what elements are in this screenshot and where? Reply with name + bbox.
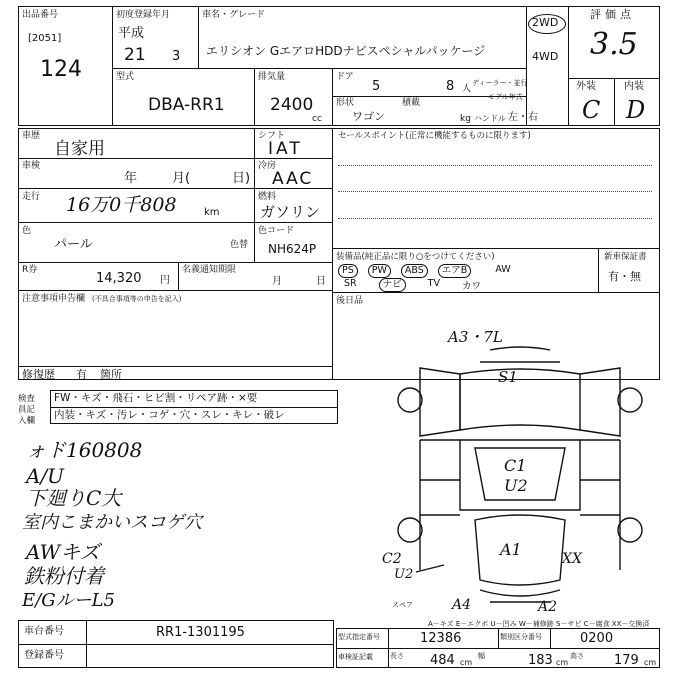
fuel-value: ガソリン bbox=[260, 203, 321, 221]
divider bbox=[18, 644, 334, 645]
model-year-label: モデル年式 bbox=[488, 93, 523, 101]
history-label: 車歴 bbox=[22, 131, 41, 141]
divider bbox=[336, 648, 660, 649]
width-label: 幅 bbox=[478, 652, 485, 660]
mileage-value: 16万0千808 bbox=[66, 194, 177, 216]
divider bbox=[18, 262, 332, 263]
mark-left-rear-1: C2 bbox=[382, 551, 402, 567]
spare-label: スペア bbox=[392, 601, 413, 609]
mark-front: A3・7L bbox=[448, 328, 503, 346]
drive-4wd: 4WD bbox=[532, 50, 559, 63]
width-unit: cm bbox=[556, 658, 569, 667]
height-value: 179 bbox=[614, 653, 639, 668]
interior-label: 内装 bbox=[624, 81, 644, 92]
exterior-grade: C bbox=[582, 96, 601, 124]
width-value: 183 bbox=[528, 653, 553, 668]
divider bbox=[550, 628, 551, 648]
seats-unit: 人 bbox=[462, 84, 472, 94]
equip-ps: PS bbox=[338, 264, 358, 278]
mark-rear: A1 bbox=[500, 540, 522, 559]
equipment-row-2 bbox=[344, 278, 594, 292]
door-value: 5 bbox=[372, 79, 381, 94]
equip-leather: カワ bbox=[461, 281, 481, 292]
reg-no-label: 登録番号 bbox=[24, 650, 64, 661]
inspection-day: 日) bbox=[232, 171, 251, 186]
shift-label: シフト bbox=[258, 131, 286, 141]
shift-value: IAT bbox=[268, 139, 303, 159]
repair-sub: 箇所 bbox=[100, 368, 122, 381]
dealer-label: ディーラー・並行 bbox=[472, 79, 528, 87]
vehicle-name: エリシオン GエアロHDDナビスペシャルパッケージ bbox=[206, 44, 486, 58]
history-value: 自家用 bbox=[54, 139, 105, 159]
length-label: 長さ bbox=[390, 652, 404, 660]
divider bbox=[598, 248, 599, 292]
dims-label: 車検証記載 bbox=[338, 653, 373, 661]
note-iron: 鉄粉付着 bbox=[24, 564, 104, 588]
reg-month: 3 bbox=[172, 49, 181, 64]
dotted-line bbox=[338, 165, 652, 166]
divider bbox=[498, 628, 499, 648]
ac-value: AAC bbox=[272, 169, 314, 189]
handle-label: ハンドル bbox=[474, 114, 506, 123]
chassis-value: RR1-1301195 bbox=[156, 625, 245, 640]
recycle-label: R券 bbox=[22, 265, 38, 275]
mark-bumper-right: A2 bbox=[538, 599, 558, 615]
height-label: 高さ bbox=[570, 652, 584, 660]
equip-airbag: エアB bbox=[438, 264, 472, 278]
load-label: 積載 bbox=[402, 98, 421, 108]
score-label: 評価点 bbox=[590, 8, 635, 21]
chassis-label: 車台番号 bbox=[24, 626, 64, 637]
equip-aw: AW bbox=[495, 264, 511, 275]
drive-2wd: 2WD bbox=[532, 16, 559, 29]
divider bbox=[112, 6, 113, 126]
divider bbox=[332, 248, 660, 249]
manual-value: 有・無 bbox=[608, 270, 641, 283]
divider bbox=[332, 292, 660, 293]
mileage-unit: km bbox=[204, 207, 220, 218]
mark-hood: S1 bbox=[498, 368, 518, 386]
inspection-label: 車検 bbox=[22, 161, 41, 171]
seats-value: 8 bbox=[446, 79, 455, 94]
divider bbox=[614, 78, 615, 126]
equip-navi: ナビ bbox=[379, 278, 406, 292]
handle-value: 左・右 bbox=[508, 112, 538, 123]
divider bbox=[18, 366, 332, 367]
dotted-line bbox=[338, 218, 652, 219]
recycle-unit: 円 bbox=[160, 275, 170, 286]
type-cert-value: 12386 bbox=[420, 631, 462, 646]
score-value: 3.5 bbox=[590, 27, 638, 62]
type-cert-label: 型式指定番号 bbox=[338, 633, 380, 641]
interior-grade: D bbox=[626, 96, 646, 124]
tax-day: 日 bbox=[316, 276, 326, 287]
divider bbox=[254, 68, 255, 126]
repair-label: 修復歴 bbox=[22, 368, 55, 381]
category-value: 0200 bbox=[580, 631, 614, 646]
equipment-title: 装備品(純正品に限り○をつけてください) bbox=[336, 252, 495, 262]
door-label: ドア bbox=[336, 72, 354, 82]
divider bbox=[198, 6, 199, 68]
note-underbody: 下廻りC大 bbox=[26, 486, 122, 510]
equipment-row-1 bbox=[338, 264, 598, 278]
note-aw: AWキズ bbox=[26, 540, 100, 564]
divider bbox=[332, 128, 333, 380]
divider bbox=[568, 6, 569, 126]
reg-year: 21 bbox=[124, 45, 146, 65]
divider bbox=[332, 68, 333, 126]
disp-unit: cc bbox=[312, 114, 322, 124]
divider bbox=[112, 68, 526, 69]
era: 平成 bbox=[118, 26, 145, 41]
recycle-value: 14,320 bbox=[96, 271, 142, 286]
model-label: 型式 bbox=[116, 72, 135, 82]
color-no-label: 色替 bbox=[230, 240, 249, 250]
kg-label: kg bbox=[460, 114, 471, 124]
mileage-label: 走行 bbox=[22, 192, 41, 202]
dotted-line bbox=[338, 191, 652, 192]
model-value: DBA-RR1 bbox=[148, 95, 225, 115]
mark-roof-2: U2 bbox=[504, 476, 528, 495]
shape-value: ワゴン bbox=[352, 110, 385, 123]
divider bbox=[254, 128, 255, 263]
mark-roof-1: C1 bbox=[504, 456, 527, 475]
inspector-label: 検査員記入欄 bbox=[18, 394, 36, 426]
color-label: 色 bbox=[22, 226, 32, 236]
height-unit: cm bbox=[644, 658, 657, 667]
reg-label: 初度登録年月 bbox=[116, 10, 171, 20]
mark-bumper-left: A4 bbox=[452, 597, 472, 613]
equip-sr: SR bbox=[344, 278, 357, 289]
lot-number: 124 bbox=[40, 57, 82, 82]
name-label: 車名・グレード bbox=[202, 10, 266, 20]
divider bbox=[178, 262, 179, 290]
disp-label: 排気量 bbox=[258, 72, 286, 82]
inspector-row-2: 内装・キズ・汚レ・コゲ・穴・スレ・キレ・破レ bbox=[54, 409, 285, 421]
shape-label: 形状 bbox=[336, 98, 355, 108]
equip-tv: TV bbox=[427, 278, 440, 289]
color-value: パール bbox=[54, 237, 93, 252]
damage-legend: A－キズ E－エクボ U－凹み W－補修跡 S－サビ C－腐食 XX－交換済 bbox=[428, 620, 650, 628]
notes-label: 注意事項申告欄 bbox=[22, 294, 86, 304]
repair-value: 有 bbox=[76, 368, 87, 381]
length-value: 484 bbox=[430, 653, 455, 668]
notes-sub: (不具合事項等の申告を記入) bbox=[92, 295, 182, 303]
color-code-value: NH624P bbox=[268, 242, 317, 256]
note-engine: E/GルーL5 bbox=[22, 590, 115, 611]
manual-label: 新車保証書 bbox=[604, 252, 647, 262]
exterior-label: 外装 bbox=[576, 81, 596, 92]
category-label: 類別区分番号 bbox=[500, 633, 542, 641]
lot-sub: [2051] bbox=[28, 33, 62, 44]
lot-label: 出品番号 bbox=[22, 10, 59, 20]
divider bbox=[388, 628, 389, 668]
inspection-year: 年 bbox=[124, 171, 138, 186]
divider bbox=[50, 407, 338, 408]
inspection-month: 月( bbox=[172, 171, 191, 186]
note-au: A/U bbox=[26, 464, 65, 488]
disp-value: 2400 bbox=[270, 95, 314, 115]
divider bbox=[526, 6, 527, 126]
inspector-row-1: FW・キズ・飛石・ヒビ割・リペア跡・×要 bbox=[54, 392, 258, 404]
tax-label: 名義通知期限 bbox=[182, 265, 237, 275]
color-code-label: 色コード bbox=[258, 226, 295, 236]
equip-pw: PW bbox=[368, 264, 391, 278]
mark-left-rear-2: U2 bbox=[394, 567, 414, 582]
length-unit: cm bbox=[460, 658, 473, 667]
divider bbox=[568, 78, 660, 79]
divider bbox=[18, 290, 332, 291]
after-label: 後日品 bbox=[336, 296, 364, 306]
fuel-label: 燃料 bbox=[258, 192, 277, 202]
ac-label: 冷房 bbox=[258, 161, 277, 171]
mark-right-rear: XX bbox=[562, 551, 582, 567]
equip-abs: ABS bbox=[401, 264, 428, 278]
tax-month: 月 bbox=[272, 276, 282, 287]
note-interior: 室内こまかいスコゲ穴 bbox=[22, 512, 202, 533]
note-odometer: ォド160808 bbox=[26, 438, 143, 462]
divider bbox=[18, 222, 332, 223]
sales-label: セールスポイント(正常に機能するものに限ります) bbox=[338, 131, 531, 141]
